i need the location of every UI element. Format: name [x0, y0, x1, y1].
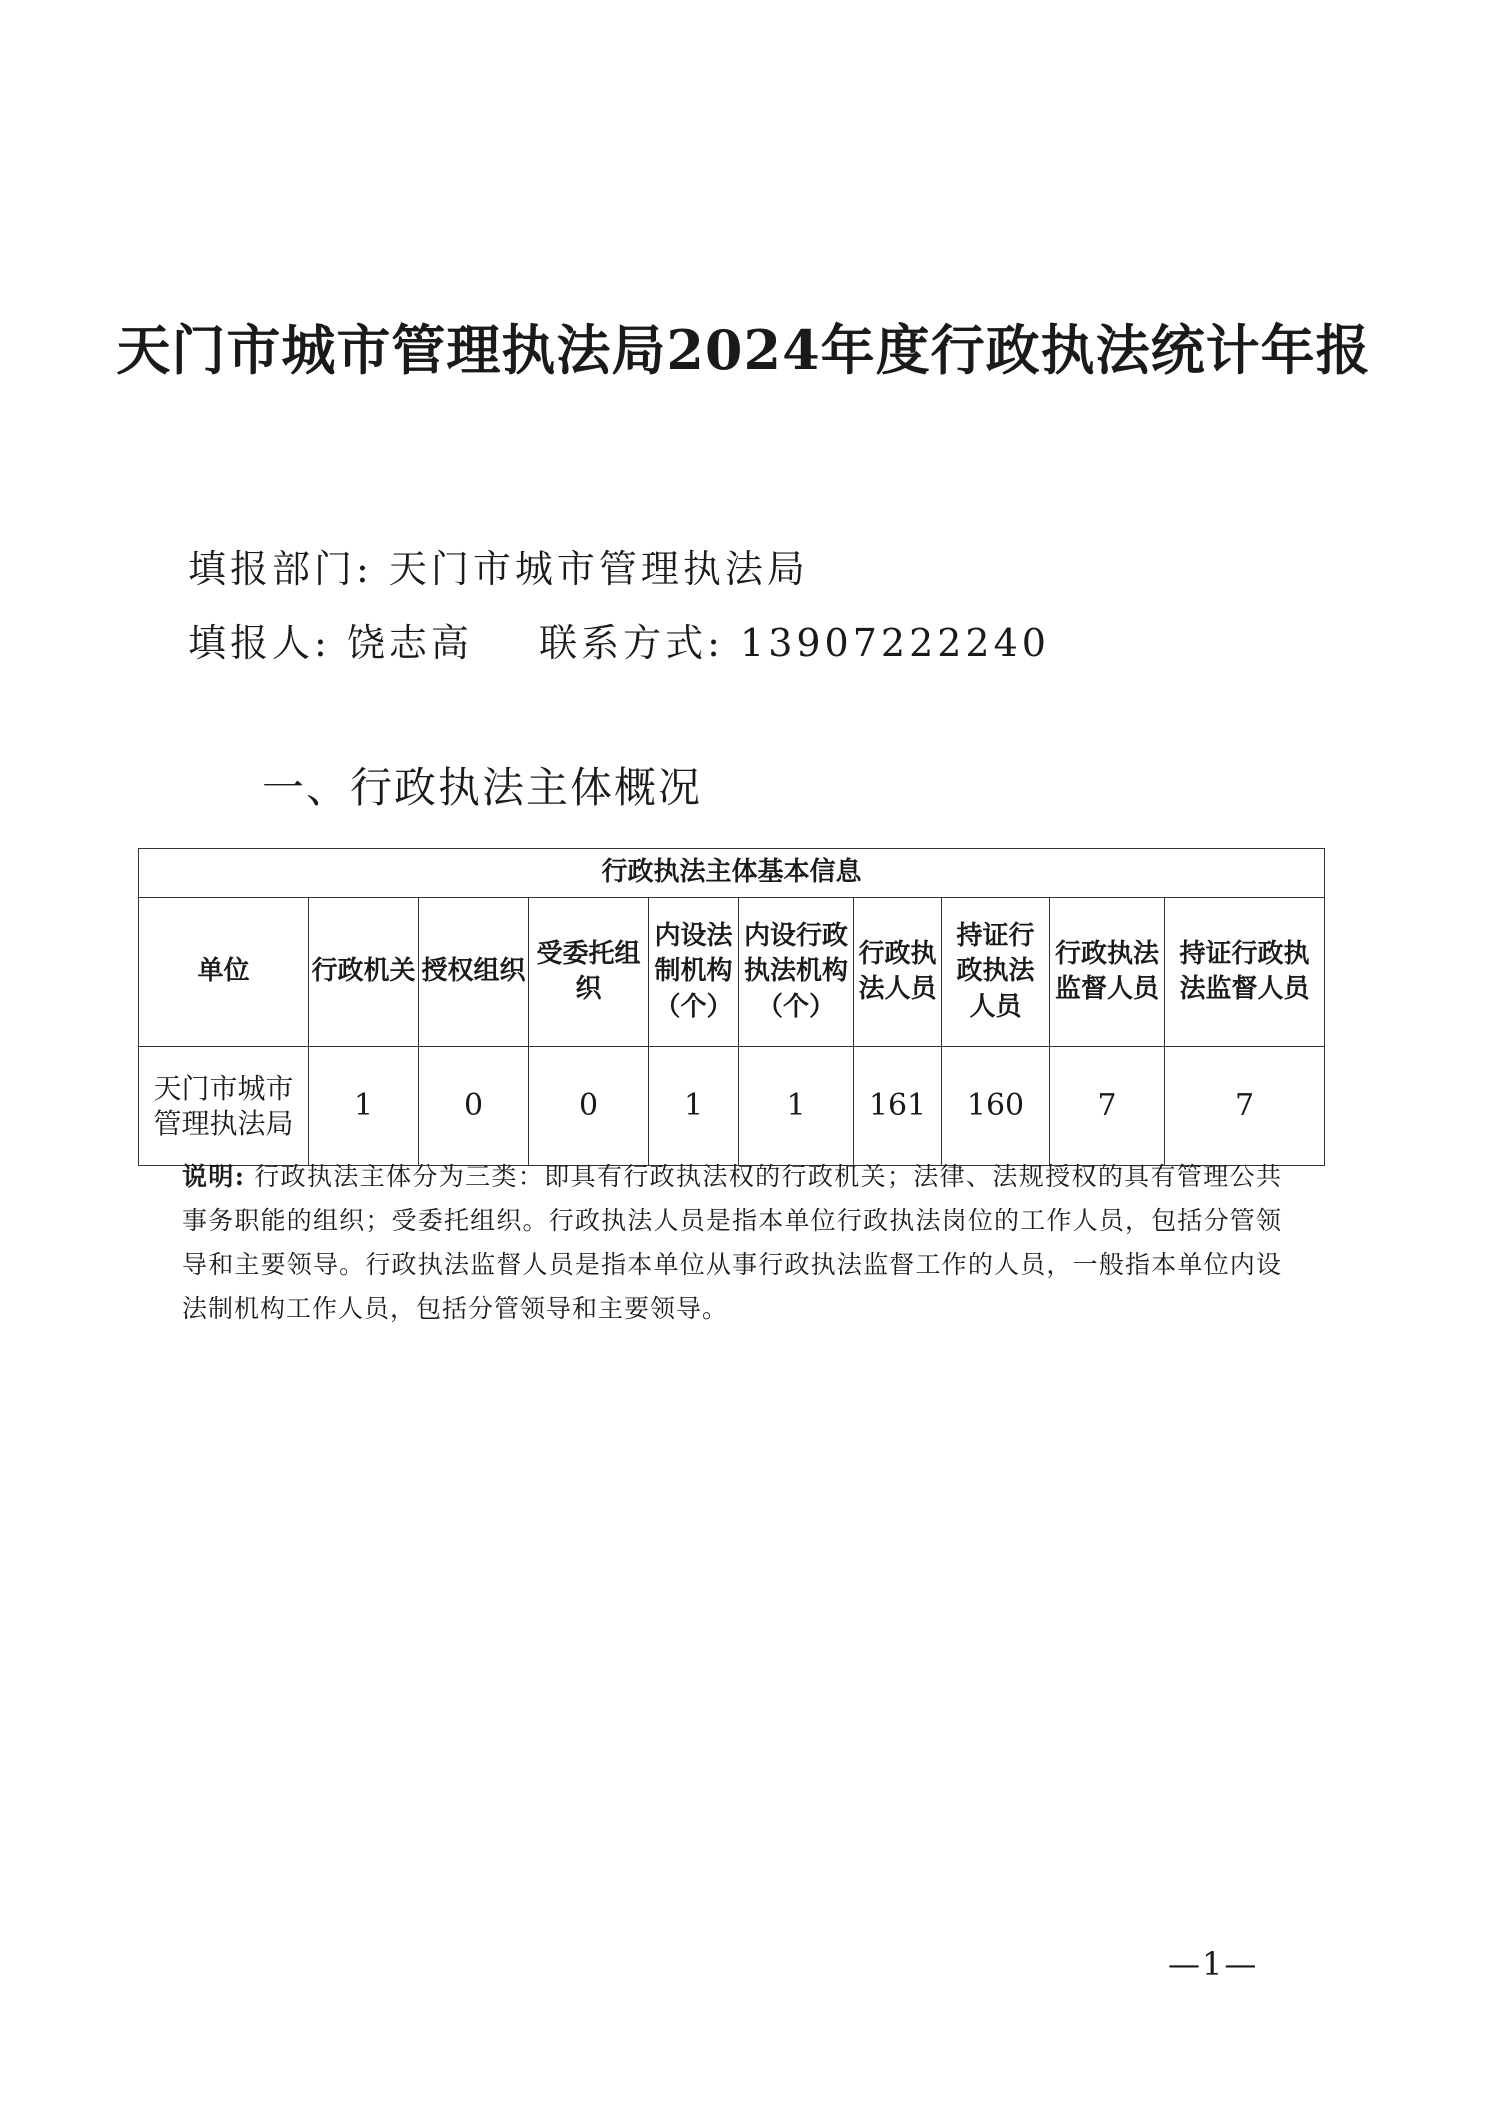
table-cell: 1 — [649, 1047, 739, 1166]
table-caption: 行政执法主体基本信息 — [139, 849, 1325, 898]
table-cell: 161 — [854, 1047, 942, 1166]
header-cell: 授权组织 — [419, 898, 529, 1047]
table-cell: 天门市城市管理执法局 — [139, 1047, 309, 1166]
header-cell: 持证行政执法人员 — [942, 898, 1050, 1047]
contact-value: 13907222240 — [740, 621, 1050, 665]
table-header-row — [139, 898, 1325, 1047]
note-text: 行政执法主体分为三类：即具有行政执法权的行政机关；法律、法规授权的具有管理公共事务职能的组织；受委托组织。行政执法人员是指本单位行政执法岗位的工作人员，包括分管领导和主要领导。行政执法监督人员是指本单位从事行政执法监督工作的人员，一般指本单位内设法制机构工作人员，包括分管领导和主要领导。 — [182, 1162, 1282, 1323]
table-cell: 7 — [1165, 1047, 1325, 1166]
header-cell: 行政执法监督人员 — [1050, 898, 1165, 1047]
note-label: 说明: — [182, 1162, 245, 1191]
department-label: 填报部门: — [188, 547, 373, 591]
table-cell: 0 — [529, 1047, 649, 1166]
table-cell: 160 — [942, 1047, 1050, 1166]
table-cell: 0 — [419, 1047, 529, 1166]
header-cell: 内设行政执法机构（个） — [739, 898, 854, 1047]
header-cell: 行政机关 — [309, 898, 419, 1047]
department-value: 天门市城市管理执法局 — [388, 547, 809, 591]
page-title: 天门市城市管理执法局2024年度行政执法统计年报 — [116, 318, 1371, 382]
table-cell: 7 — [1050, 1047, 1165, 1166]
table-row — [139, 1047, 1325, 1166]
table-note — [182, 1155, 1282, 1331]
header-cell: 行政执法人员 — [854, 898, 942, 1047]
section-heading: 一、行政执法主体概况 — [262, 763, 703, 812]
filler-value: 饶志高 — [346, 621, 473, 665]
filler-line — [188, 612, 1050, 667]
header-cell: 单位 — [139, 898, 309, 1047]
page-number: —1— — [1168, 1945, 1259, 1983]
enforcement-entity-table — [138, 848, 1325, 1166]
contact-label: 联系方式: — [539, 621, 724, 665]
filler-label: 填报人: — [188, 621, 331, 665]
table-cell: 1 — [739, 1047, 854, 1166]
table-cell: 1 — [309, 1047, 419, 1166]
department-line — [188, 538, 809, 593]
header-cell: 受委托组织 — [529, 898, 649, 1047]
header-cell: 持证行政执法监督人员 — [1165, 898, 1325, 1047]
header-cell: 内设法制机构（个） — [649, 898, 739, 1047]
